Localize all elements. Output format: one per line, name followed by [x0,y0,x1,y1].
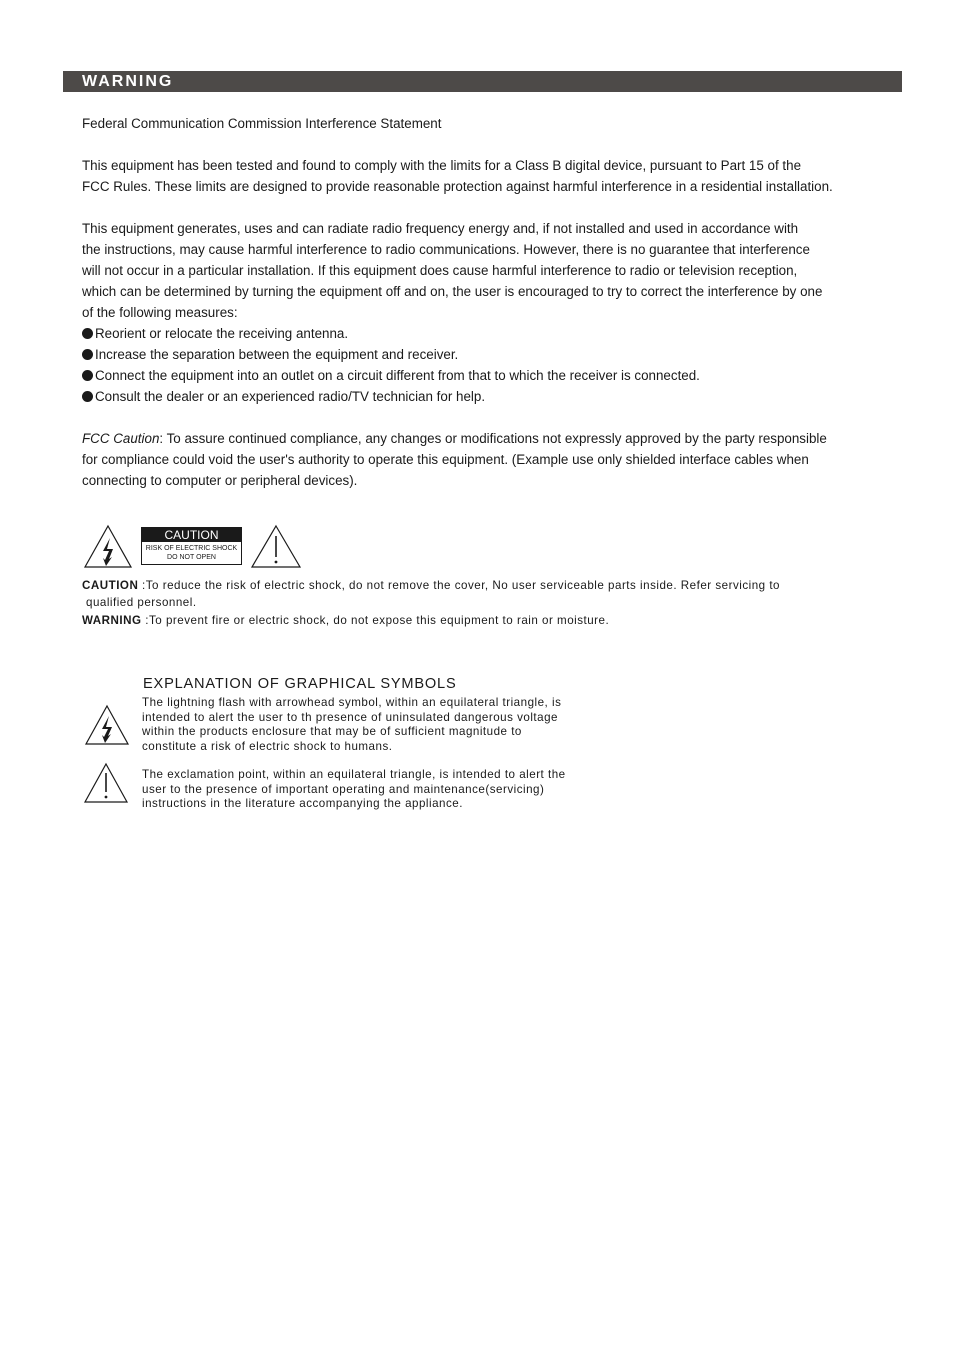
list-item [82,344,700,365]
fcc-interference-paragraph [82,218,822,323]
warning-notice-label: WARNING [82,614,142,627]
text-line: This equipment generates, uses and can radiate radio frequency energy and, if not installed and used in accordance with [82,221,799,236]
warning-notice-text: :To prevent fire or electric shock, do not expose this equipment to rain or moisture. [141,614,610,627]
caution-notice-label: CAUTION [82,579,139,592]
text-line [82,428,827,449]
bullet-icon [82,328,93,339]
text-line: The lightning flash with arrowhead symbol, within an equilateral triangle, is [142,696,562,709]
bullet-icon [82,349,93,360]
caution-notice [82,577,780,594]
measure-text: Increase the separation between the equipment and receiver. [95,347,459,362]
text-line: intended to alert the user to th presence of uninsulated dangerous voltage [142,710,558,724]
list-item [82,386,700,407]
text-line: the instructions, may cause harmful interference to radio communications. However, there is no guarantee that interference [82,242,810,257]
lightning-triangle-icon [83,524,133,569]
warning-notice [82,612,609,629]
text-line: which can be determined by turning the equipment off and on, the user is encouraged to try to correct the interference by one [82,284,823,299]
text-line: of the following measures: [82,305,238,320]
measure-text: Reorient or relocate the receiving antenna. [95,326,349,341]
bullet-icon [82,391,93,402]
measures-list [82,323,700,407]
text-line: within the products enclosure that may be of sufficient magnitude to [142,725,522,738]
text-line: This equipment has been tested and found to comply with the limits for a Class B digital device, pursuant to Part 15 of the [82,158,802,173]
text-line: constitute a risk of electric shock to humans. [142,739,393,753]
caution-label-heading: CAUTION [142,528,241,542]
caution-label-box [141,527,242,565]
measure-text: Connect the equipment into an outlet on a circuit different from that to which the receiver is connected. [95,368,700,383]
caution-notice-text: :To reduce the risk of electric shock, do not remove the cover, No user serviceable parts inside. Refer servicing to [138,579,780,592]
fcc-caution-label: FCC Caution [82,431,160,446]
text-line: user to the presence of important operating and maintenance(servicing) [142,782,545,796]
caution-label-subtext [142,542,241,562]
caution-label-line: DO NOT OPEN [167,553,216,561]
fcc-compliance-paragraph [82,155,833,197]
caution-label-line: RISK OF ELECTRIC SHOCK [145,545,238,552]
caution-graphic [83,524,303,569]
fcc-statement-title: Federal Communication Commission Interference Statement [82,116,442,131]
warning-header-bar [63,71,902,92]
lightning-triangle-icon [84,704,130,746]
list-item [82,365,700,386]
text-line: will not occur in a particular installation. If this equipment does cause harmful interference to radio or television reception, [82,263,798,278]
fcc-caution-text: : To assure continued compliance, any changes or modifications not expressly approved by the party responsible [159,431,827,446]
list-item [82,323,700,344]
fcc-caution-paragraph [82,428,827,491]
exclamation-triangle-icon [83,762,129,804]
text-line: FCC Rules. These limits are designed to provide reasonable protection against harmful interference in a residential installation. [82,179,833,194]
caution-notice-continuation: qualified personnel. [86,596,197,609]
lightning-symbol-description [142,696,561,754]
text-line: connecting to computer or peripheral devices). [82,473,358,488]
exclamation-triangle-icon [250,524,302,569]
text-line: instructions in the literature accompanying the appliance. [142,797,463,810]
warning-title: WARNING [82,73,174,90]
text-line: for compliance could void the user's authority to operate this equipment. (Example use only shielded interface cables when [82,452,809,467]
text-line: The exclamation point, within an equilateral triangle, is intended to alert the [142,768,566,781]
measure-text: Consult the dealer or an experienced radio/TV technician for help. [95,389,486,404]
exclamation-symbol-description [142,768,566,812]
symbols-section-title: EXPLANATION OF GRAPHICAL SYMBOLS [143,676,457,692]
bullet-icon [82,370,93,381]
